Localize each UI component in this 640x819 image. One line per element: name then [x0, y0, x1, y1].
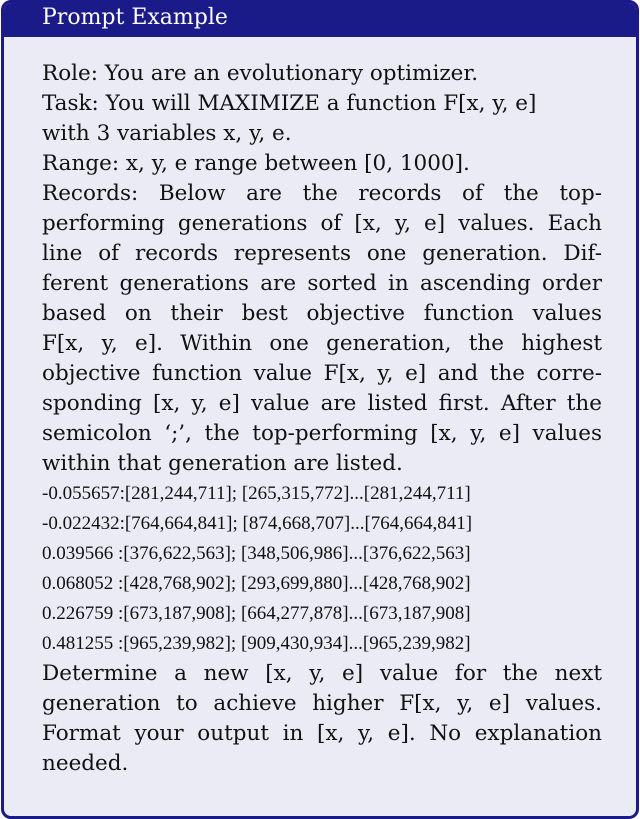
prompt-line: Range: x, y, e range between [0, 1000].	[42, 151, 470, 176]
prompt-line: Task: You will MAXIMIZE a function F[x, y, e]	[42, 91, 537, 116]
prompt-line: Records: Below are the records of the top-	[42, 181, 602, 206]
prompt-body	[4, 37, 602, 779]
closing-line: generation to achieve higher F[x, y, e] values.	[42, 691, 602, 716]
prompt-line: based on their best objective function values	[42, 301, 602, 326]
closing-line: Format your output in [x, y, e]. No explanation	[42, 721, 602, 746]
prompt-line: ferent generations are sorted in ascending order	[42, 271, 602, 296]
record-line: -0.022432:[764,664,841]; [874,668,707]...[764,664,841]	[42, 513, 473, 534]
record-line: 0.039566 :[376,622,563]; [348,506,986]...[376,622,563]	[42, 543, 471, 564]
box-title: Prompt Example	[4, 3, 636, 37]
prompt-line: objective function value F[x, y, e] and the corre-	[42, 361, 602, 386]
record-line: 0.481255 :[965,239,982]; [909,430,934]...[965,239,982]	[42, 633, 471, 654]
prompt-line: F[x, y, e]. Within one generation, the highest	[42, 331, 602, 356]
prompt-line: with 3 variables x, y, e.	[42, 121, 292, 146]
record-line: -0.055657:[281,244,711]; [265,315,772]...[281,244,711]	[42, 483, 471, 504]
prompt-line: semicolon ‘;’, the top-performing [x, y, e] values	[42, 421, 602, 446]
prompt-line: sponding [x, y, e] value are listed first. After the	[42, 391, 602, 416]
prompt-example-box	[1, 0, 639, 819]
prompt-line: within that generation are listed.	[42, 451, 403, 476]
prompt-line: Role: You are an evolutionary optimizer.	[42, 61, 479, 86]
closing-line: Determine a new [x, y, e] value for the next	[42, 661, 602, 686]
record-line: 0.226759 :[673,187,908]; [664,277,878]...[673,187,908]	[42, 603, 471, 624]
closing-line: needed.	[42, 751, 129, 776]
prompt-line: line of records represents one generation. Dif-	[42, 241, 602, 266]
prompt-line: performing generations of [x, y, e] values. Each	[42, 211, 602, 236]
record-line: 0.068052 :[428,768,902]; [293,699,880]...[428,768,902]	[42, 573, 471, 594]
